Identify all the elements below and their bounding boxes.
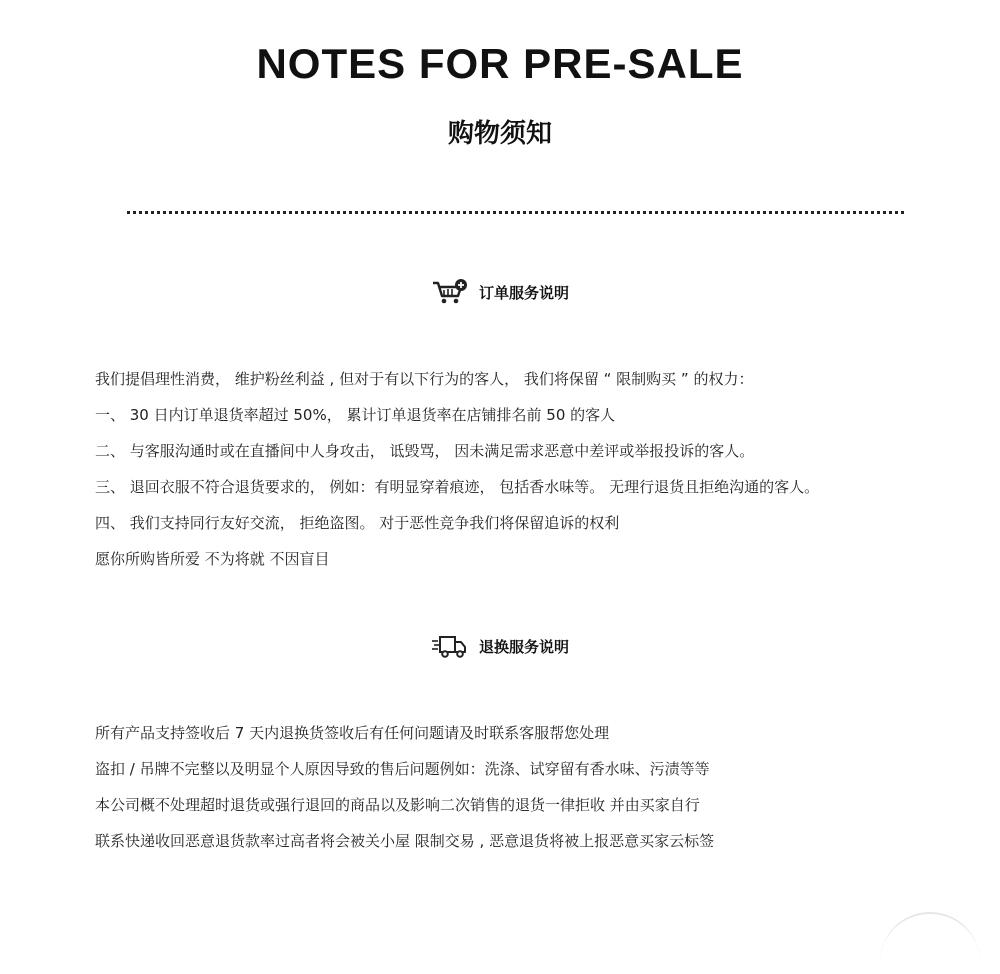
page-subtitle: 购物须知: [447, 119, 552, 149]
return-section-heading: 退换服务说明: [478, 637, 569, 656]
return-rule-line: 联系快递收回恶意退货款率过高者将会被关小屋 限制交易 , 恶意退货将被上报恶意买家云标签: [95, 832, 715, 850]
return-rules-block: [95, 715, 935, 859]
return-rule-line: 所有产品支持签收后 7 天内退换货签收后有任何问题请及时联系客服帮您处理: [95, 724, 610, 742]
order-rule-line: 二、 与客服沟通时或在直播间中人身攻击， 诋毁骂， 因未满足需求恶意中差评或举报投诉的客人。: [95, 442, 755, 460]
order-rule-line: 愿你所购皆所爱 不为将就 不因盲目: [95, 550, 330, 568]
decorative-arc: [880, 912, 980, 974]
return-rule-line: 盗扣 / 吊牌不完整以及明显个人原因导致的售后问题例如：洗涤、试穿留有香水味、污渍等等: [95, 760, 710, 778]
order-rule-line: 三、 退回衣服不符合退货要求的， 例如：有明显穿着痕迹， 包括香水味等。 无理行退货且拒绝沟通的客人。: [95, 478, 820, 496]
return-rule-line: 本公司概不处理超时退货或强行退回的商品以及影响二次销售的退货一律拒收 并由买家自行: [95, 796, 700, 814]
order-rule-line: 我们提倡理性消费， 维护粉丝利益 , 但对于有以下行为的客人， 我们将保留 “ 限制购买 ” 的权力：: [95, 370, 754, 388]
order-section-header: [0, 277, 1000, 307]
order-rule-line: 四、 我们支持同行友好交流， 拒绝盗图。 对于恶性竞争我们将保留追诉的权利: [95, 514, 620, 532]
cart-plus-icon: [431, 278, 469, 306]
dotted-divider: [127, 211, 904, 214]
delivery-truck-icon: [431, 632, 469, 660]
return-section-header: [0, 631, 1000, 661]
order-section-heading: 订单服务说明: [478, 283, 569, 302]
order-rule-line: 一、 30 日内订单退货率超过 50%， 累计订单退货率在店铺排名前 50 的客人: [95, 406, 616, 424]
order-rules-block: [95, 361, 935, 577]
page-title: NOTES FOR PRE-SALE: [256, 40, 744, 87]
